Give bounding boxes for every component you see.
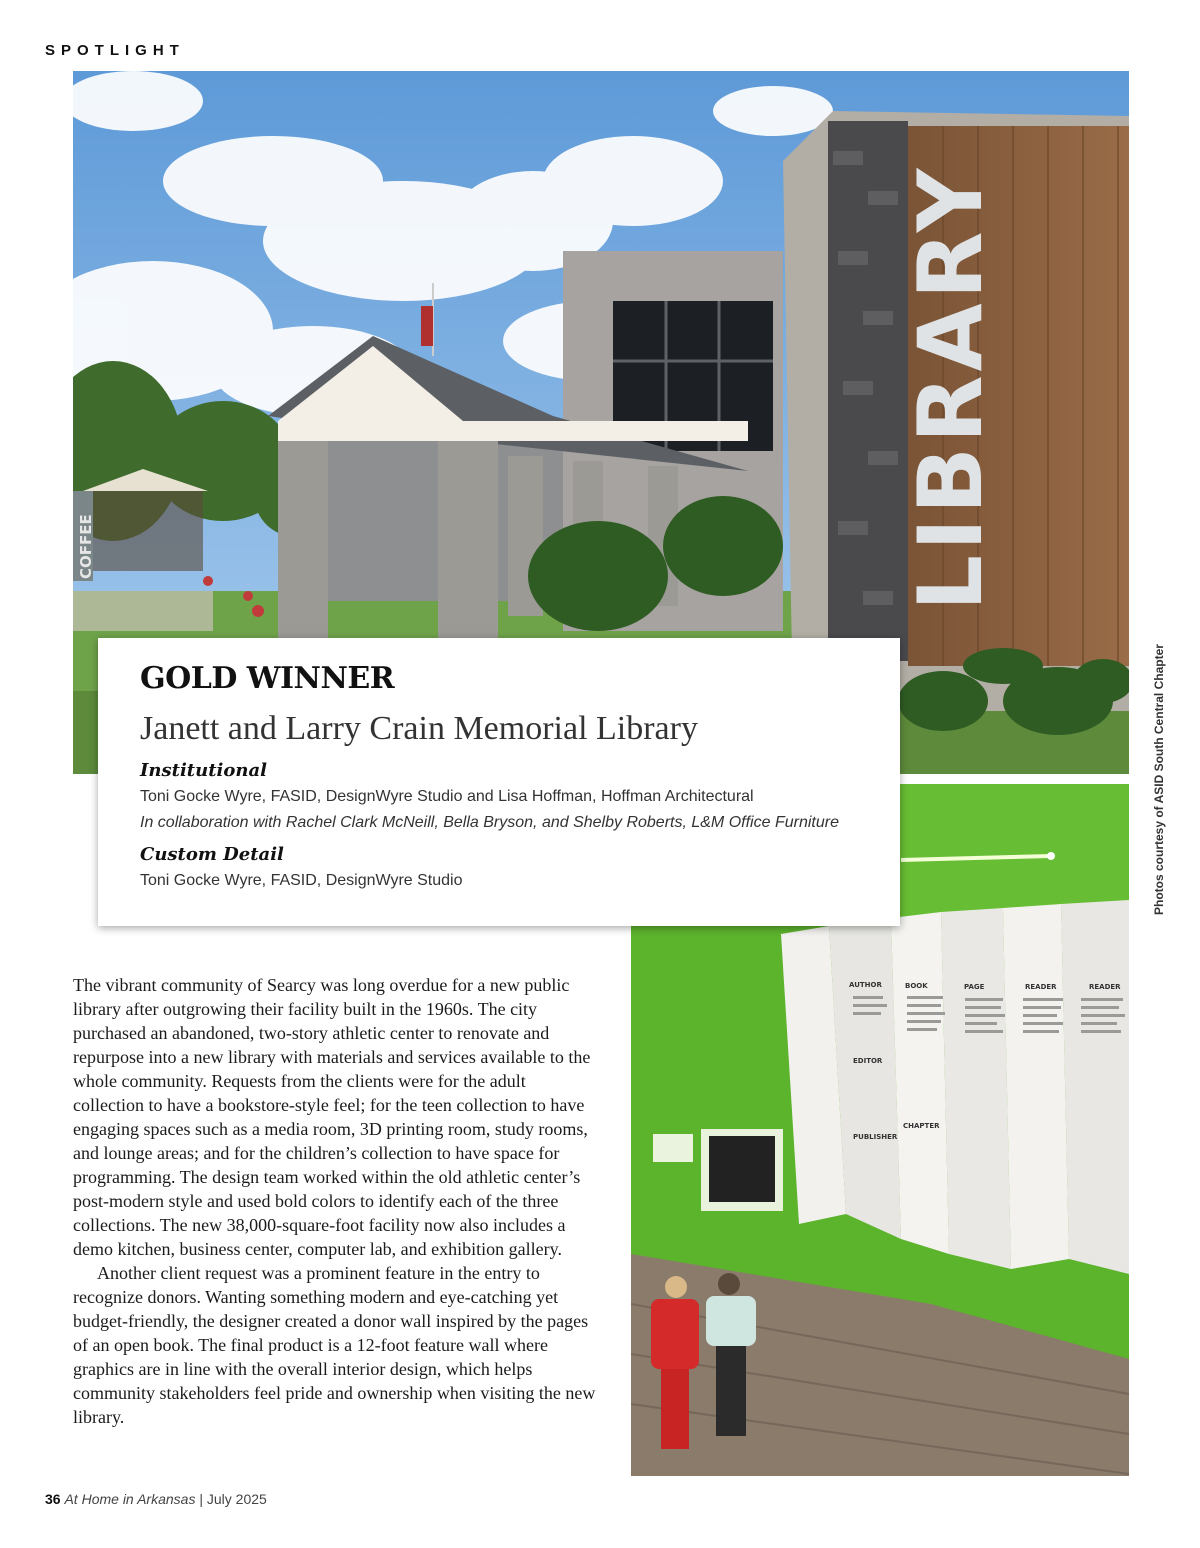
panel-subtitle-chapter: CHAPTER <box>903 1122 940 1130</box>
panel-title-author: AUTHOR <box>849 981 882 989</box>
library-sign: LIBRARY <box>899 164 1002 611</box>
coffee-sign: COFFEE <box>77 514 95 579</box>
award-title: GOLD WINNER <box>140 661 395 696</box>
category-institutional: Institutional <box>140 760 267 781</box>
publication-name: At Home in Arkansas <box>64 1491 196 1507</box>
page-footer <box>45 1491 267 1507</box>
footer-separator: | <box>199 1491 203 1507</box>
custom-detail-designer: Toni Gocke Wyre, FASID, DesignWyre Studio <box>140 872 463 889</box>
issue-date: July 2025 <box>206 1491 267 1507</box>
panel-subtitle-publisher: PUBLISHER <box>853 1133 898 1141</box>
photo-credit: Photos courtesy of ASID South Central Chapter <box>1152 644 1166 915</box>
article-paragraph-2: Another client request was a prominent feature in the entry to recognize donors. Wanting something modern and eye-catching yet budget-friendly, the designer created a donor wall inspired by the pages of an open book. The final product is a 12-foot feature wall where graphics are in line with the overall interior design, which helps community stakeholders feel pride and ownership when visiting the new library. <box>73 1263 596 1427</box>
category-custom-detail: Custom Detail <box>140 844 284 865</box>
institutional-designers: Toni Gocke Wyre, FASID, DesignWyre Studio and Lisa Hoffman, Hoffman Architectural <box>140 788 754 805</box>
panel-title-page: PAGE <box>964 983 985 991</box>
panel-title-book: BOOK <box>905 982 928 990</box>
institutional-collaborators: In collaboration with Rachel Clark McNeill, Bella Bryson, and Shelby Roberts, L&M Office Furniture <box>140 814 839 831</box>
panel-subtitle-editor: EDITOR <box>853 1057 883 1065</box>
article-paragraph-1: The vibrant community of Searcy was long overdue for a new public library after outgrowing their facility built in the 1960s. The city purchased an abandoned, two-story athletic center to renovate and repurpose into a new library with materials and services available to the whole community. Requests from the clients were for the adult collection to have a bookstore-style feel; for the teen collection to have engaging spaces such as a media room, 3D printing room, study rooms, and lounge areas; and for the children’s collection to have space for programming. The design team worked within the old athletic center’s post-modern style and used bold colors to identify each of the three collections. The new 38,000-square-foot facility now also includes a demo kitchen, business center, computer lab, and exhibition gallery. <box>73 975 591 1259</box>
project-name: Janett and Larry Crain Memorial Library <box>140 710 698 747</box>
page-number: 36 <box>45 1491 61 1507</box>
panel-title-reader-1: READER <box>1025 983 1057 991</box>
award-card <box>98 638 900 926</box>
article-body <box>73 973 601 1429</box>
section-label: SPOTLIGHT <box>45 42 185 59</box>
panel-title-reader-2: READER <box>1089 983 1121 991</box>
